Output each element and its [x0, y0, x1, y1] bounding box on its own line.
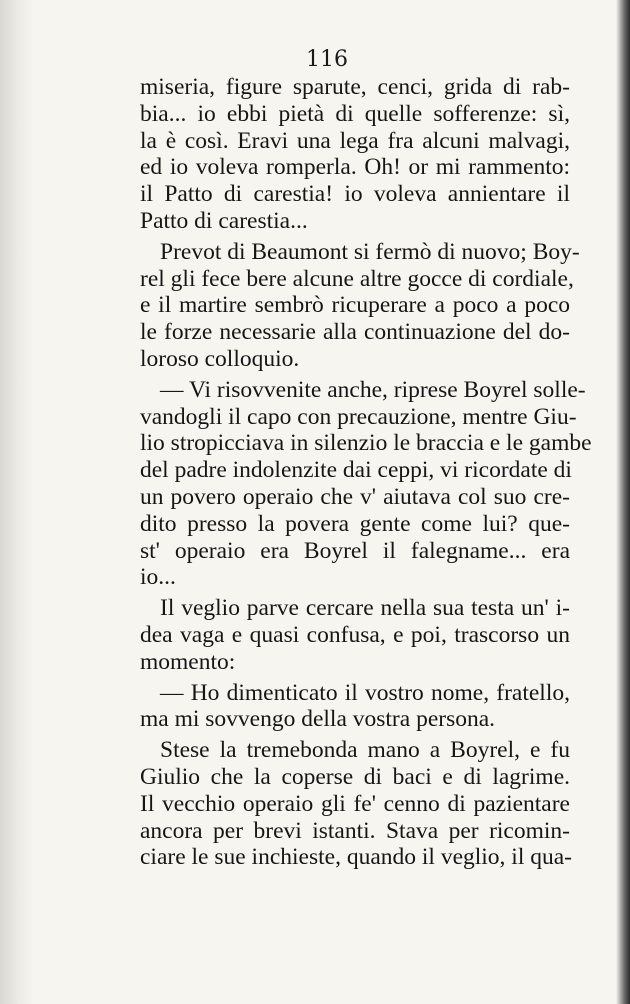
text-line: e il martire sembrò ricuperare a poco a poco: [140, 292, 570, 319]
text-line: — Ho dimenticato il vostro nome, fratello,: [160, 679, 570, 706]
text-line: dito presso la povera gente come lui? que-: [140, 510, 570, 537]
text-line: un povero operaio che v' aiutava col suo cre-: [140, 483, 570, 510]
text-line: del padre indolenzite dai ceppi, vi ricordate di: [140, 457, 572, 484]
text-line: ma mi sovvengo della vostra persona.: [140, 706, 496, 733]
text-line: — Vi risovvenite anche, riprese Boyrel solle-: [160, 376, 586, 403]
paragraph: [140, 74, 570, 235]
page-edge-right: [616, 0, 630, 1004]
paragraph: [140, 595, 570, 675]
paragraph: [140, 737, 570, 871]
text-line: il Patto di carestia! io voleva annientare il: [140, 181, 570, 208]
text-line: dea vaga e quasi confusa, e poi, trascorso un: [140, 621, 570, 648]
text-line: Il vecchio operaio gli fe' cenno di pazientare: [140, 790, 570, 817]
paragraph: [140, 238, 580, 373]
body-text: [140, 74, 592, 875]
text-line: la è così. Eravi una lega fra alcuni malvagi,: [140, 127, 570, 154]
text-line: st' operaio era Boyrel il falegname... era: [140, 537, 570, 564]
page-gutter-left: [0, 0, 34, 1004]
text-line: ciare le sue inchieste, quando il veglio, il qua-: [140, 844, 572, 871]
text-line: le forze necessarie alla continuazione del do-: [140, 319, 570, 346]
text-line: bia... io ebbi pietà di quelle sofferenze: sì,: [140, 100, 570, 127]
text-line: ancora per brevi istanti. Stava per ricomin-: [140, 817, 570, 844]
text-line: Il veglio parve cercare nella sua testa un' i-: [160, 595, 570, 622]
text-line: io...: [140, 564, 176, 591]
paragraph: [140, 680, 570, 734]
text-line: ed io voleva romperla. Oh! or mi rammento:: [140, 154, 570, 181]
text-line: vandogli il capo con precauzione, mentre Giu-: [140, 403, 577, 430]
text-line: loroso colloquio.: [140, 345, 300, 372]
paragraph: [140, 376, 592, 591]
text-line: rel gli fece bere alcune altre gocce di cordiale,: [140, 265, 574, 292]
text-line: Stese la tremebonda mano a Boyrel, e fu: [160, 737, 570, 764]
text-line: momento:: [140, 648, 236, 675]
text-line: Patto di carestia...: [140, 207, 308, 234]
page-number: 116: [306, 47, 348, 72]
text-line: miseria, figure sparute, cenci, grida di rab-: [140, 74, 570, 100]
text-line: Giulio che la coperse di baci e di lagrime.: [140, 763, 570, 790]
text-line: Prevot di Beaumont si fermò di nuovo; Boy-: [160, 238, 580, 265]
text-line: lio stropicciava in silenzio le braccia e le gambe: [140, 430, 592, 457]
